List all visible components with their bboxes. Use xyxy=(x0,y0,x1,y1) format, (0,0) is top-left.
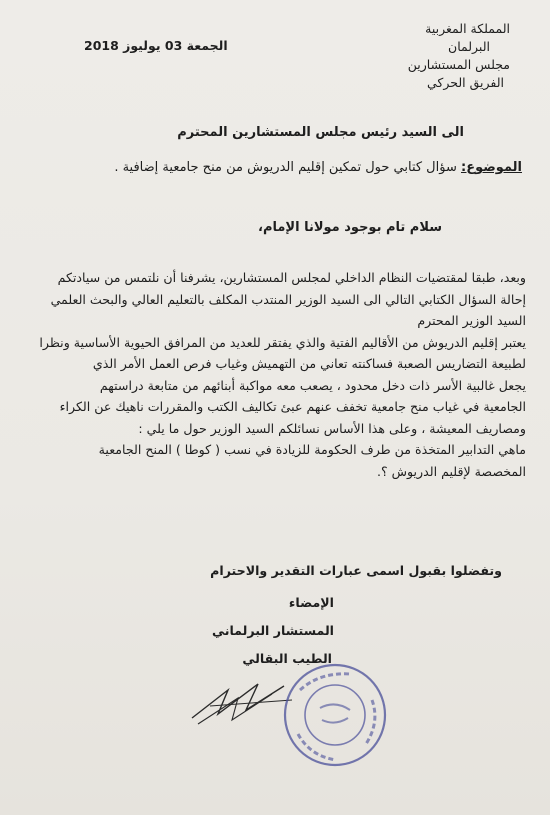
subject-label: الموضوع: xyxy=(461,160,522,175)
signatory-title: المستشار البرلماني xyxy=(211,623,334,638)
subject-text: سؤال كتابي حول تمكين إقليم الدريوش من منح جامعية إضافية . xyxy=(114,160,457,175)
letterhead-line: البرلمان xyxy=(448,39,490,54)
body-line: الجامعية في غياب منح جامعية تخفف عنهم عبئ تكاليف الكتب والمقررات ناهيك عن الكراء xyxy=(59,399,526,414)
letter-date: الجمعة 03 يوليوز 2018 xyxy=(84,38,228,53)
body-line: يعتبر إقليم الدريوش من الأقاليم الفتية والذي يفتقر للعديد من المرافق الحيوية الأساسية ونظرا xyxy=(39,334,526,350)
letterhead-line: الفريق الحركي xyxy=(427,75,504,90)
greeting: سلام تام بوجود مولانا الإمام، xyxy=(258,220,442,235)
official-stamp xyxy=(280,660,390,770)
subject-line xyxy=(114,160,522,175)
body-line: ومصاريف المعيشة ، وعلى هذا الأساس نسائلكم السيد الوزير حول ما يلي : xyxy=(138,420,526,436)
letterhead xyxy=(310,20,510,92)
letterhead-line: المملكة المغربية xyxy=(425,21,510,36)
addressee: الى السيد رئيس مجلس المستشارين المحترم xyxy=(177,125,464,140)
signatory-name: الطيب البقالي xyxy=(242,651,332,666)
body-line: السيد الوزير المحترم xyxy=(417,313,526,328)
body-line: يجعل غالبية الأسر ذات دخل محدود ، يصعب معه مواكبة أبنائهم من متابعة دراستهم xyxy=(99,377,526,393)
letter-body xyxy=(26,267,526,482)
closing-line: وتفضلوا بقبول اسمى عبارات التقدير والاحترام xyxy=(210,563,502,578)
body-line: وبعد، طبقا لمقتضيات النظام الداخلي لمجلس المستشارين، يشرفنا أن نلتمس من سيادتكم xyxy=(57,270,526,285)
body-line: لطبيعة التضاريس الصعبة فساكنته تعاني من التهميش وغياب فرص العمل الأمر الذي xyxy=(92,356,526,371)
signature-label: الإمضاء xyxy=(288,595,334,610)
body-line: المخصصة لإقليم الدريوش ؟. xyxy=(376,463,526,479)
body-line: إحالة السؤال الكتابي التالي الى السيد الوزير المنتدب المكلف بالتعليم العالي والبحث العلمي xyxy=(50,291,526,307)
letterhead-line: مجلس المستشارين xyxy=(407,57,510,72)
body-line: ماهي التدابير المتخذة من طرف الحكومة للزيادة في نسب ( كوطا ) المنح الجامعية xyxy=(98,442,526,457)
